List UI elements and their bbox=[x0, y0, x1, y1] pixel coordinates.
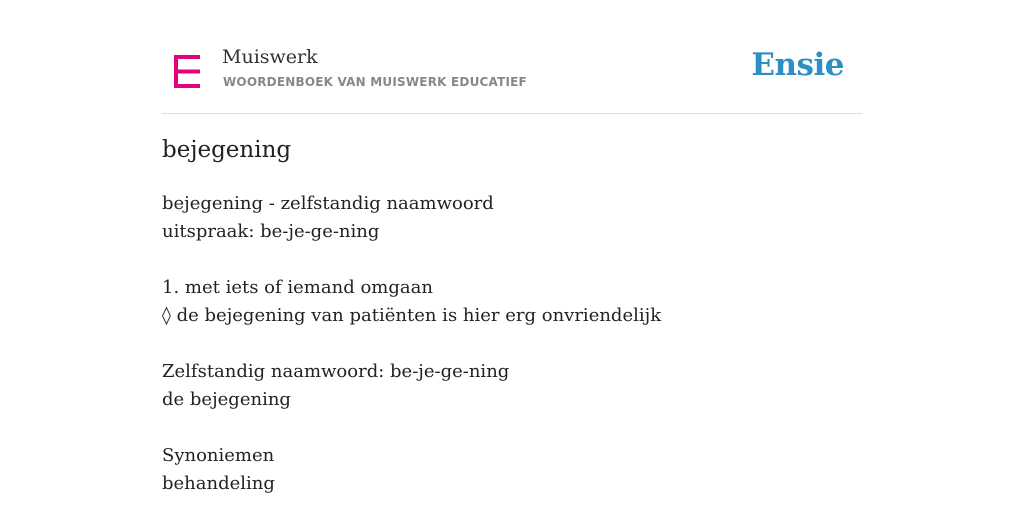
synonym-item: behandeling bbox=[162, 473, 275, 494]
ensie-logo-link[interactable]: Ensie bbox=[751, 47, 844, 83]
spacer bbox=[162, 414, 661, 442]
synonyms-heading: Synoniemen bbox=[162, 445, 275, 466]
spacer bbox=[162, 246, 661, 274]
site-header bbox=[162, 0, 862, 114]
word-class-line: bejegening - zelfstandig naamwoord bbox=[162, 193, 494, 214]
definition-line: 1. met iets of iemand omgaan bbox=[162, 277, 433, 298]
example-line: ◊ de bejegening van patiënten is hier erg onvriendelijk bbox=[162, 305, 662, 326]
article-form-line: de bejegening bbox=[162, 389, 291, 410]
headword-title: bejegening bbox=[162, 137, 292, 163]
pronunciation-line: uitspraak: be-je-ge-ning bbox=[162, 221, 380, 242]
grammar-line: Zelfstandig naamwoord: be-je-ge-ning bbox=[162, 361, 510, 382]
page bbox=[162, 0, 862, 494]
muiswerk-logo-icon[interactable] bbox=[174, 55, 200, 88]
spacer bbox=[162, 330, 661, 358]
entry-body bbox=[162, 190, 661, 498]
dictionary-title[interactable]: Muiswerk bbox=[222, 46, 318, 68]
dictionary-subtitle: WOORDENBOEK VAN MUISWERK EDUCATIEF bbox=[223, 75, 527, 89]
